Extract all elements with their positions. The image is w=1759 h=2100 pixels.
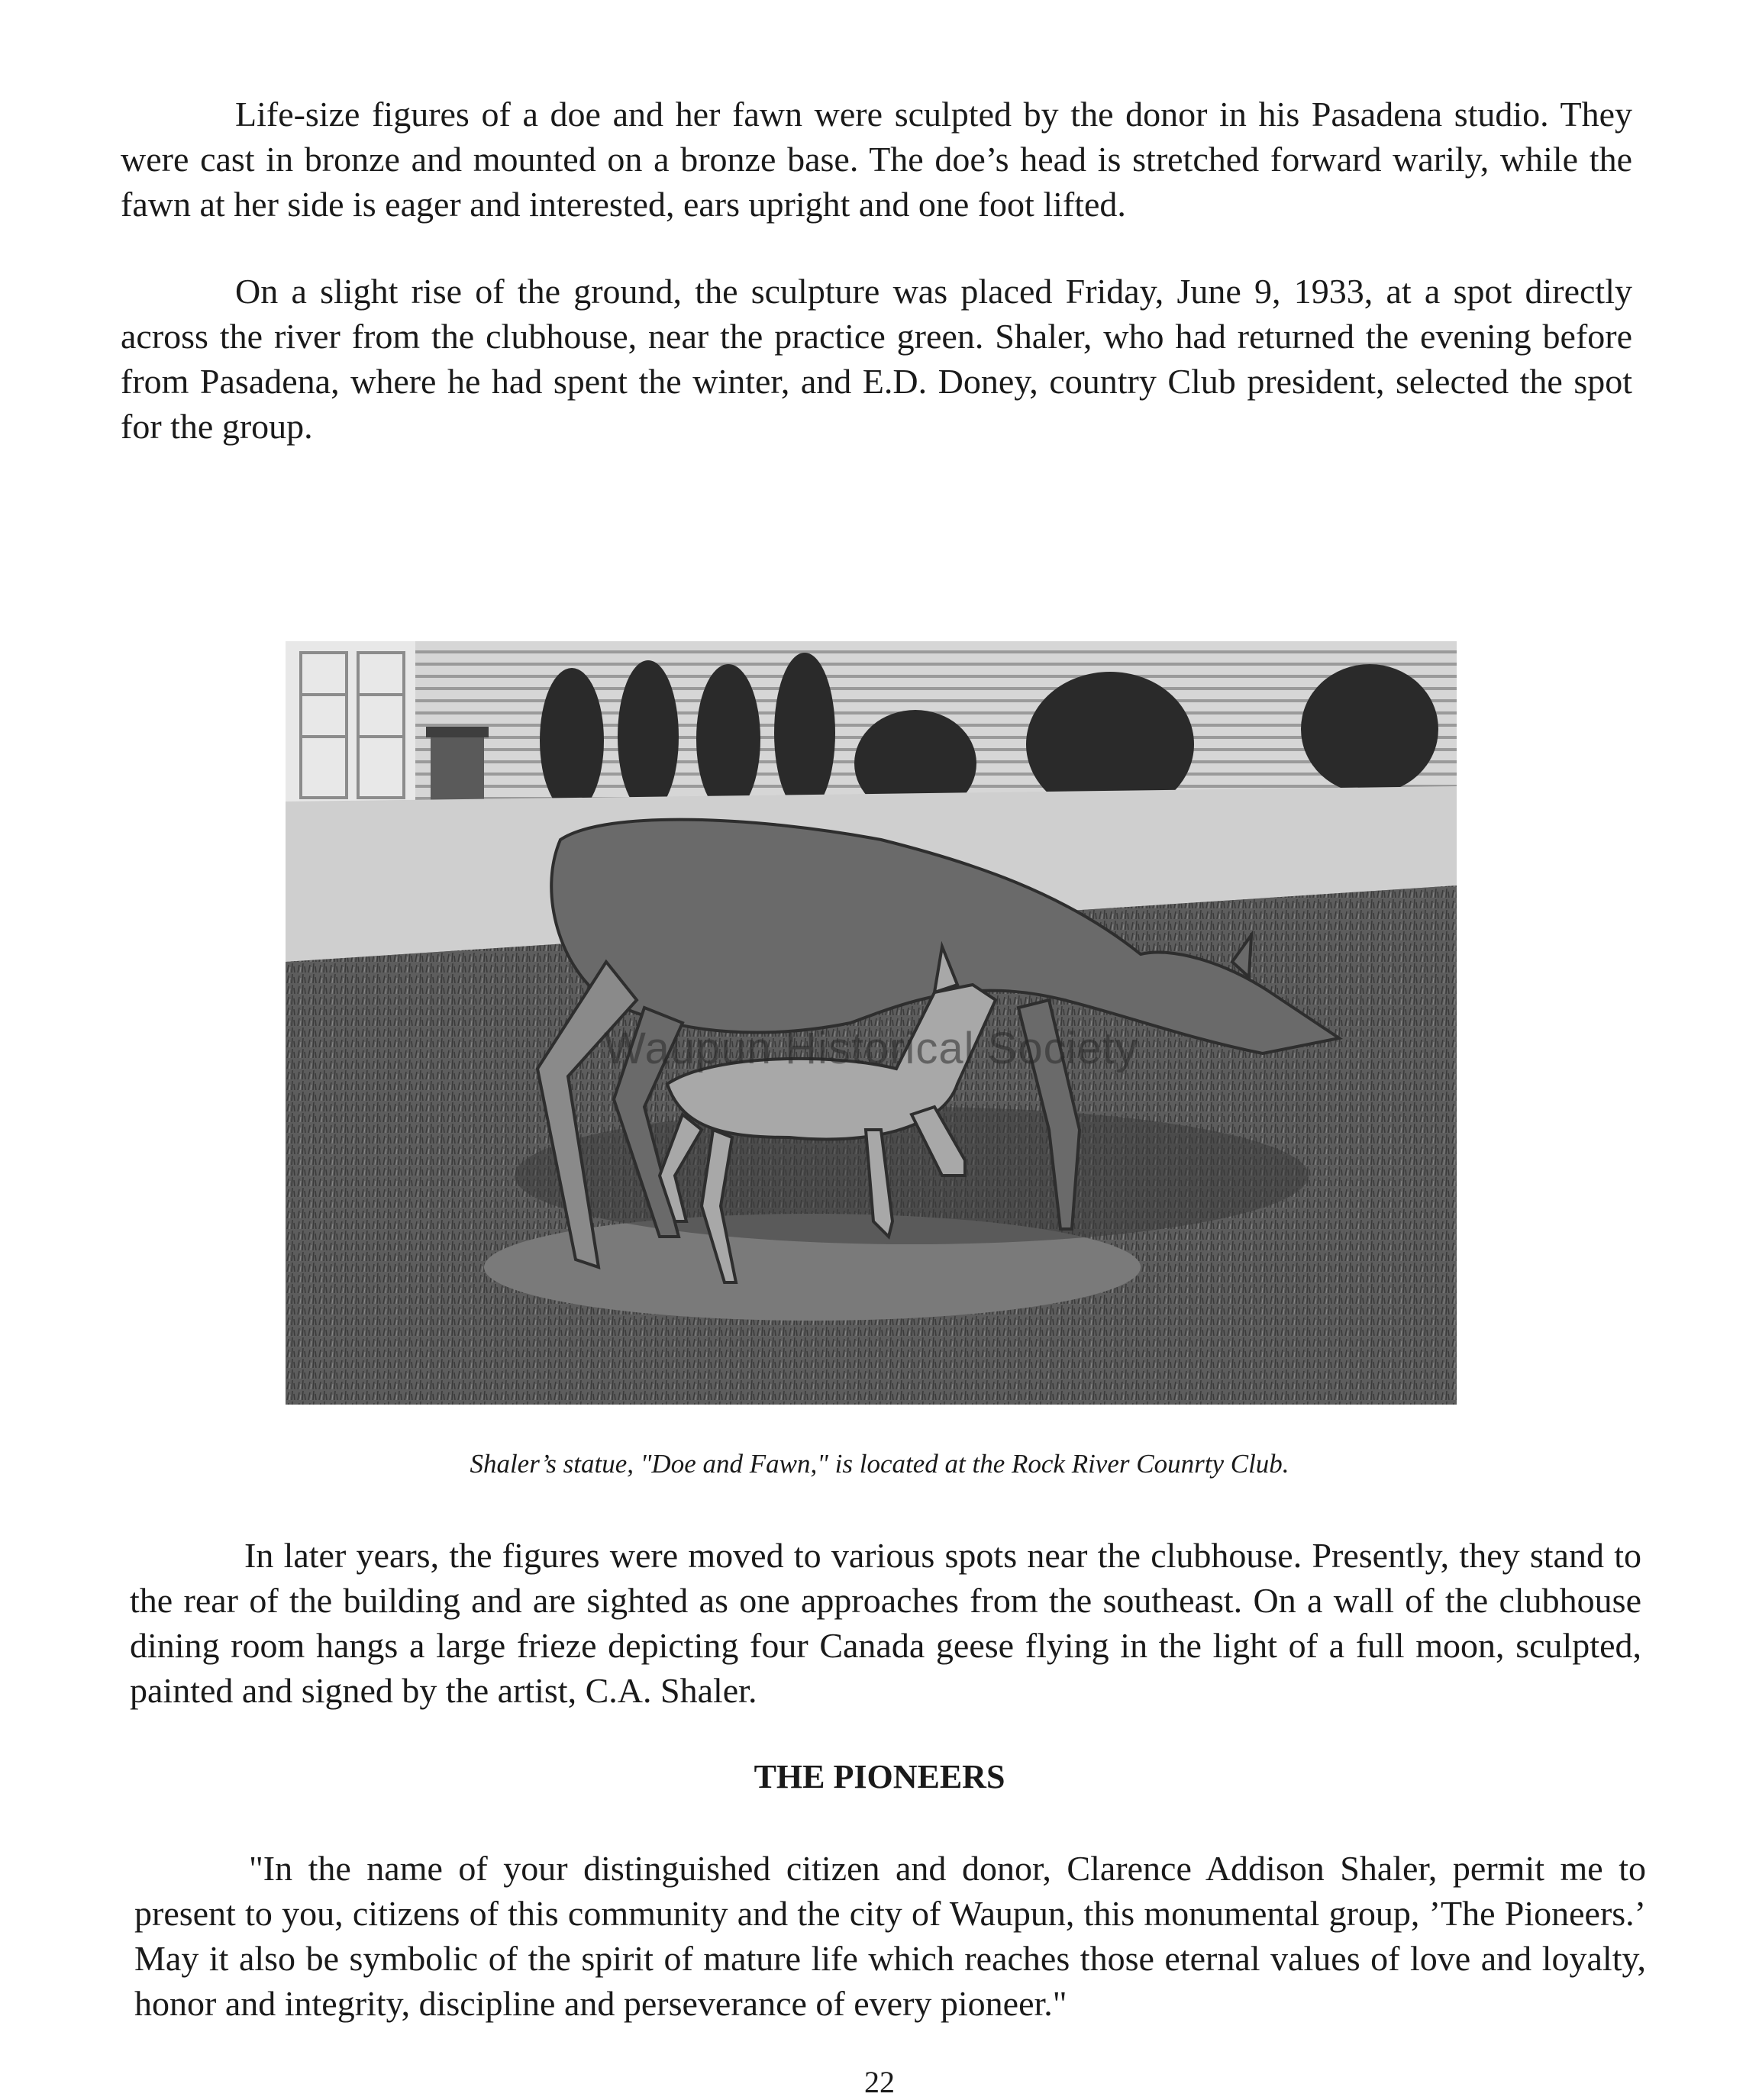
paragraph-pioneers-quote: "In the name of your distinguished citizen and donor, Clarence Addison Shaler, permit me to present to you, citizens of this community and the city of Waupun, this monumental group, ’The Pioneers.’ May it also be symbolic of the spirit of mature life which reaches those eternal values of love and loyalty, honor and integrity, discipline and perseverance of every pioneer." (134, 1849, 1646, 2023)
photo-caption: Shaler’s statue, "Doe and Fawn," is located at the Rock River Counrty Club. (470, 1449, 1289, 1479)
page-number: 22 (864, 2065, 895, 2099)
photo-watermark: Waupun Historical Society (604, 1024, 1138, 1073)
doe-and-fawn-photo (286, 641, 1457, 1405)
section-heading: THE PIONEERS (754, 1758, 1005, 1795)
paragraph-placement: On a slight rise of the ground, the sculpture was placed Friday, June 9, 1933, at a spot directly across the river from the clubhouse, near the practice green. Shaler, who had returned the evening before from Pasadena, where he had spent the winter, and E.D. Doney, country Club president, selected the spot for the group. (121, 272, 1632, 446)
paragraph-later-years: In later years, the figures were moved to various spots near the clubhouse. Presently, they stand to the rear of the building and are sighted as one approaches from the southeast. On a wall of the clubhouse dining room hangs a large frieze depicting four Canada geese flying in the light of a full moon, sculpted, painted and signed by the artist, C.A. Shaler. (130, 1536, 1641, 1710)
paragraph-sculpture-description: Life-size figures of a doe and her fawn were sculpted by the donor in his Pasadena studio. They were cast in bronze and mounted on a bronze base. The doe’s head is stretched forward warily, while the fawn at her side is eager and interested, ears upright and one foot lifted. (121, 95, 1632, 224)
